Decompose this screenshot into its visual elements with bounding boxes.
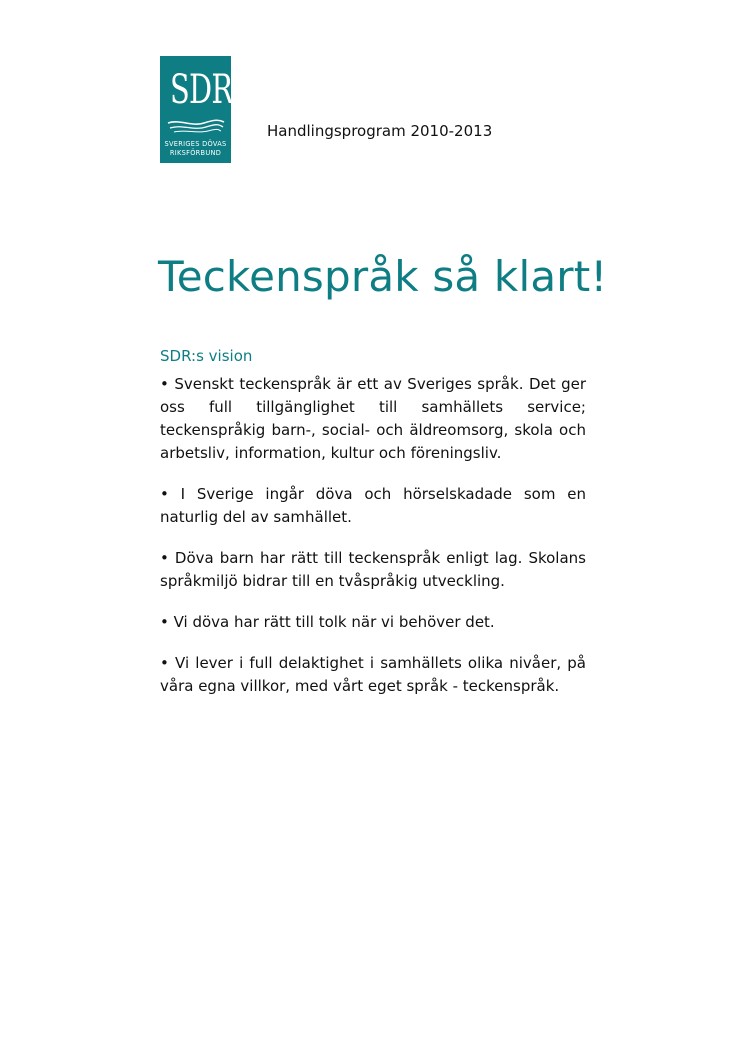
- logo-text-line-1: SVERIGES DÖVAS: [164, 140, 227, 148]
- section-heading: SDR:s vision: [160, 347, 253, 365]
- vision-item-5: • Vi lever i full delaktighet i samhällets olika nivåer, på våra egna villkor, med vårt eget språk - teckenspråk.: [160, 654, 586, 695]
- waves-icon: [166, 118, 226, 134]
- vision-item-3: • Döva barn har rätt till teckenspråk enligt lag. Skolans språkmiljö bidrar till en tvåspråkig utveckling.: [160, 549, 586, 590]
- vision-item-2: • I Sverige ingår döva och hörselskadade som en naturlig del av samhället.: [160, 485, 586, 526]
- page-title: Teckenspråk så klart!: [158, 252, 608, 301]
- logo-mark: SDR: [169, 67, 233, 113]
- program-title: Handlingsprogram 2010-2013: [267, 122, 493, 140]
- sdr-logo: [160, 56, 231, 163]
- vision-item-4: • Vi döva har rätt till tolk när vi behöver det.: [160, 613, 495, 631]
- vision-item-1: • Svenskt teckenspråk är ett av Sveriges språk. Det ger oss full tillgänglighet till samhällets service; teckenspråkig barn-, social- och äldreomsorg, skola och arbetsliv, information, kultur och föreningsliv.: [160, 375, 586, 462]
- logo-text-line-2: RIKSFÖRBUND: [169, 149, 222, 157]
- vision-section: [160, 345, 586, 716]
- vision-list: [160, 373, 586, 698]
